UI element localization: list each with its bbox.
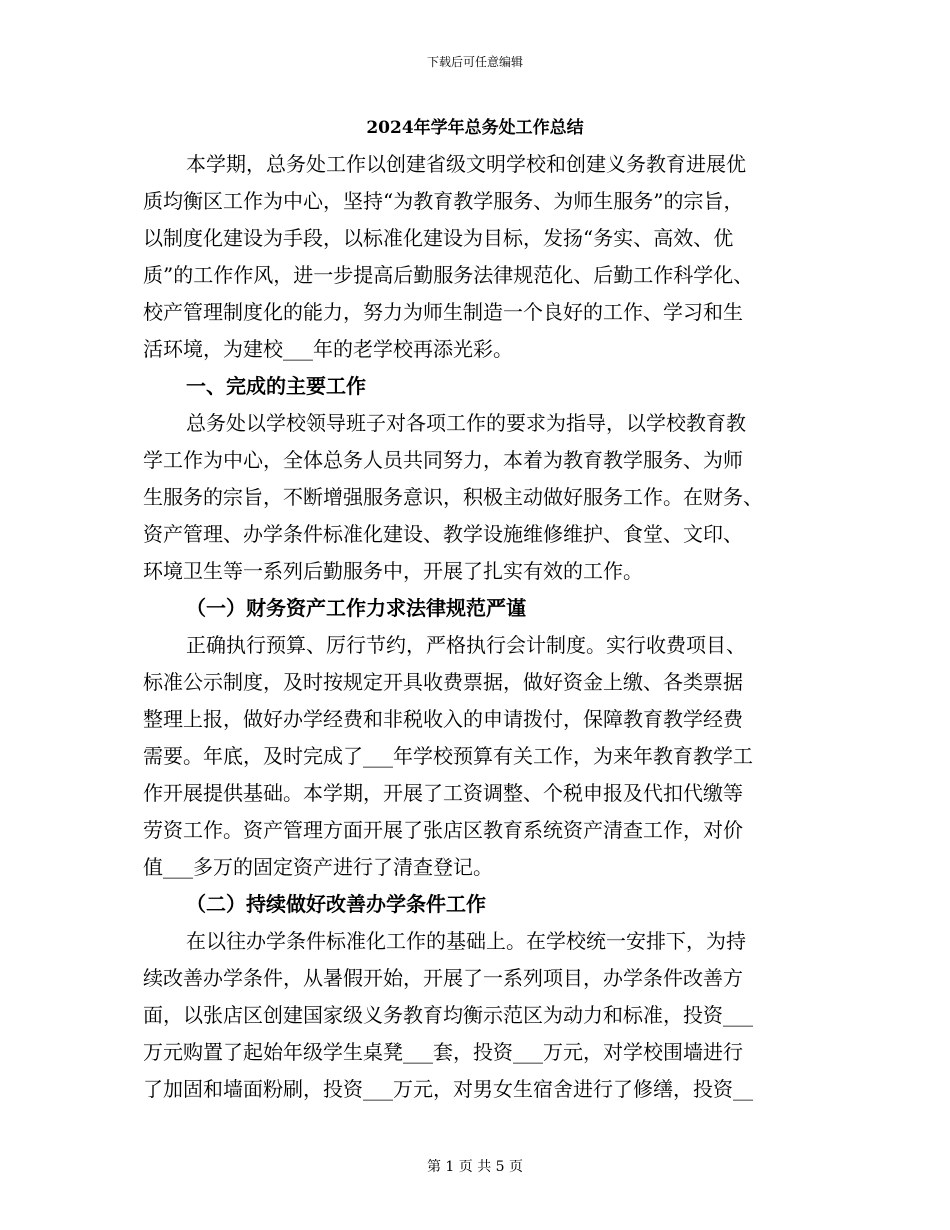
- paragraph-line: 万元购置了起始年级学生桌凳___套，投资___万元，对学校围墙进行: [143, 1040, 743, 1064]
- paragraph-line: 以制度化建设为手段，以标准化建设为目标，发扬“务实、高效、优: [143, 226, 734, 250]
- paragraph-line: 需要。年底，及时完成了___年学校预算有关工作，为来年教育教学工: [143, 744, 753, 768]
- paragraph-line: 质均衡区工作为中心，坚持“为教育教学服务、为师生服务”的宗旨，: [143, 189, 744, 213]
- paragraph-line: 在以往办学条件标准化工作的基础上。在学校统一安排下，为持: [186, 929, 746, 953]
- paragraph-line: 校产管理制度化的能力，努力为师生制造一个良好的工作、学习和生: [143, 300, 743, 324]
- paragraph-line: 环境卫生等一系列后勤服务中，开展了扎实有效的工作。: [143, 559, 643, 583]
- paragraph-line: 资产管理、办学条件标准化建设、教学设施维修维护、食堂、文印、: [143, 522, 743, 546]
- page-footer: 第 1 页 共 5 页: [426, 1159, 524, 1175]
- paragraph-line: 整理上报，做好办学经费和非税收入的申请拨付，保障教育教学经费: [143, 707, 743, 731]
- paragraph-line: 生服务的宗旨，不断增强服务意识，积极主动做好服务工作。在财务、: [143, 485, 763, 509]
- paragraph-line: 续改善办学条件，从暑假开始，开展了一系列项目，办学条件改善方: [143, 966, 743, 990]
- document-body: [143, 146, 807, 1108]
- paragraph-line: 总务处以学校领导班子对各项工作的要求为指导，以学校教育教: [186, 411, 746, 435]
- document-title: 2024年学年总务处工作总结: [366, 118, 584, 138]
- paragraph-line: 标准公示制度，及时按规定开具收费票据，做好资金上缴、各类票据: [143, 670, 743, 694]
- paragraph-line: 活环境，为建校___年的老学校再添光彩。: [143, 337, 513, 361]
- subsection-heading: （二）持续做好改善办学条件工作: [186, 892, 486, 916]
- paragraph-line: 正确执行预算、厉行节约，严格执行会计制度。实行收费项目、: [186, 633, 746, 657]
- paragraph-line: 劳资工作。资产管理方面开展了张店区教育系统资产清查工作，对价: [143, 818, 743, 842]
- page-header: 下载后可任意编辑: [426, 55, 523, 69]
- section-heading: 一、完成的主要工作: [186, 374, 366, 398]
- subsection-heading: （一）财务资产工作力求法律规范严谨: [186, 596, 526, 620]
- paragraph-line: 作开展提供基础。本学期，开展了工资调整、个税申报及代扣代缴等: [143, 781, 743, 805]
- paragraph-line: 面，以张店区创建国家级义务教育均衡示范区为动力和标准，投资___: [143, 1003, 753, 1027]
- paragraph-line: 质”的工作作风，进一步提高后勤服务法律规范化、后勤工作科学化、: [143, 263, 754, 287]
- paragraph-line: 了加固和墙面粉刷，投资___万元，对男女生宿舍进行了修缮，投资__: [143, 1077, 753, 1101]
- paragraph-line: 学工作为中心，全体总务人员共同努力，本着为教育教学服务、为师: [143, 448, 743, 472]
- paragraph-line: 本学期，总务处工作以创建省级文明学校和创建义务教育进展优: [186, 152, 746, 176]
- paragraph-line: 值___多万的固定资产进行了清查登记。: [143, 855, 493, 879]
